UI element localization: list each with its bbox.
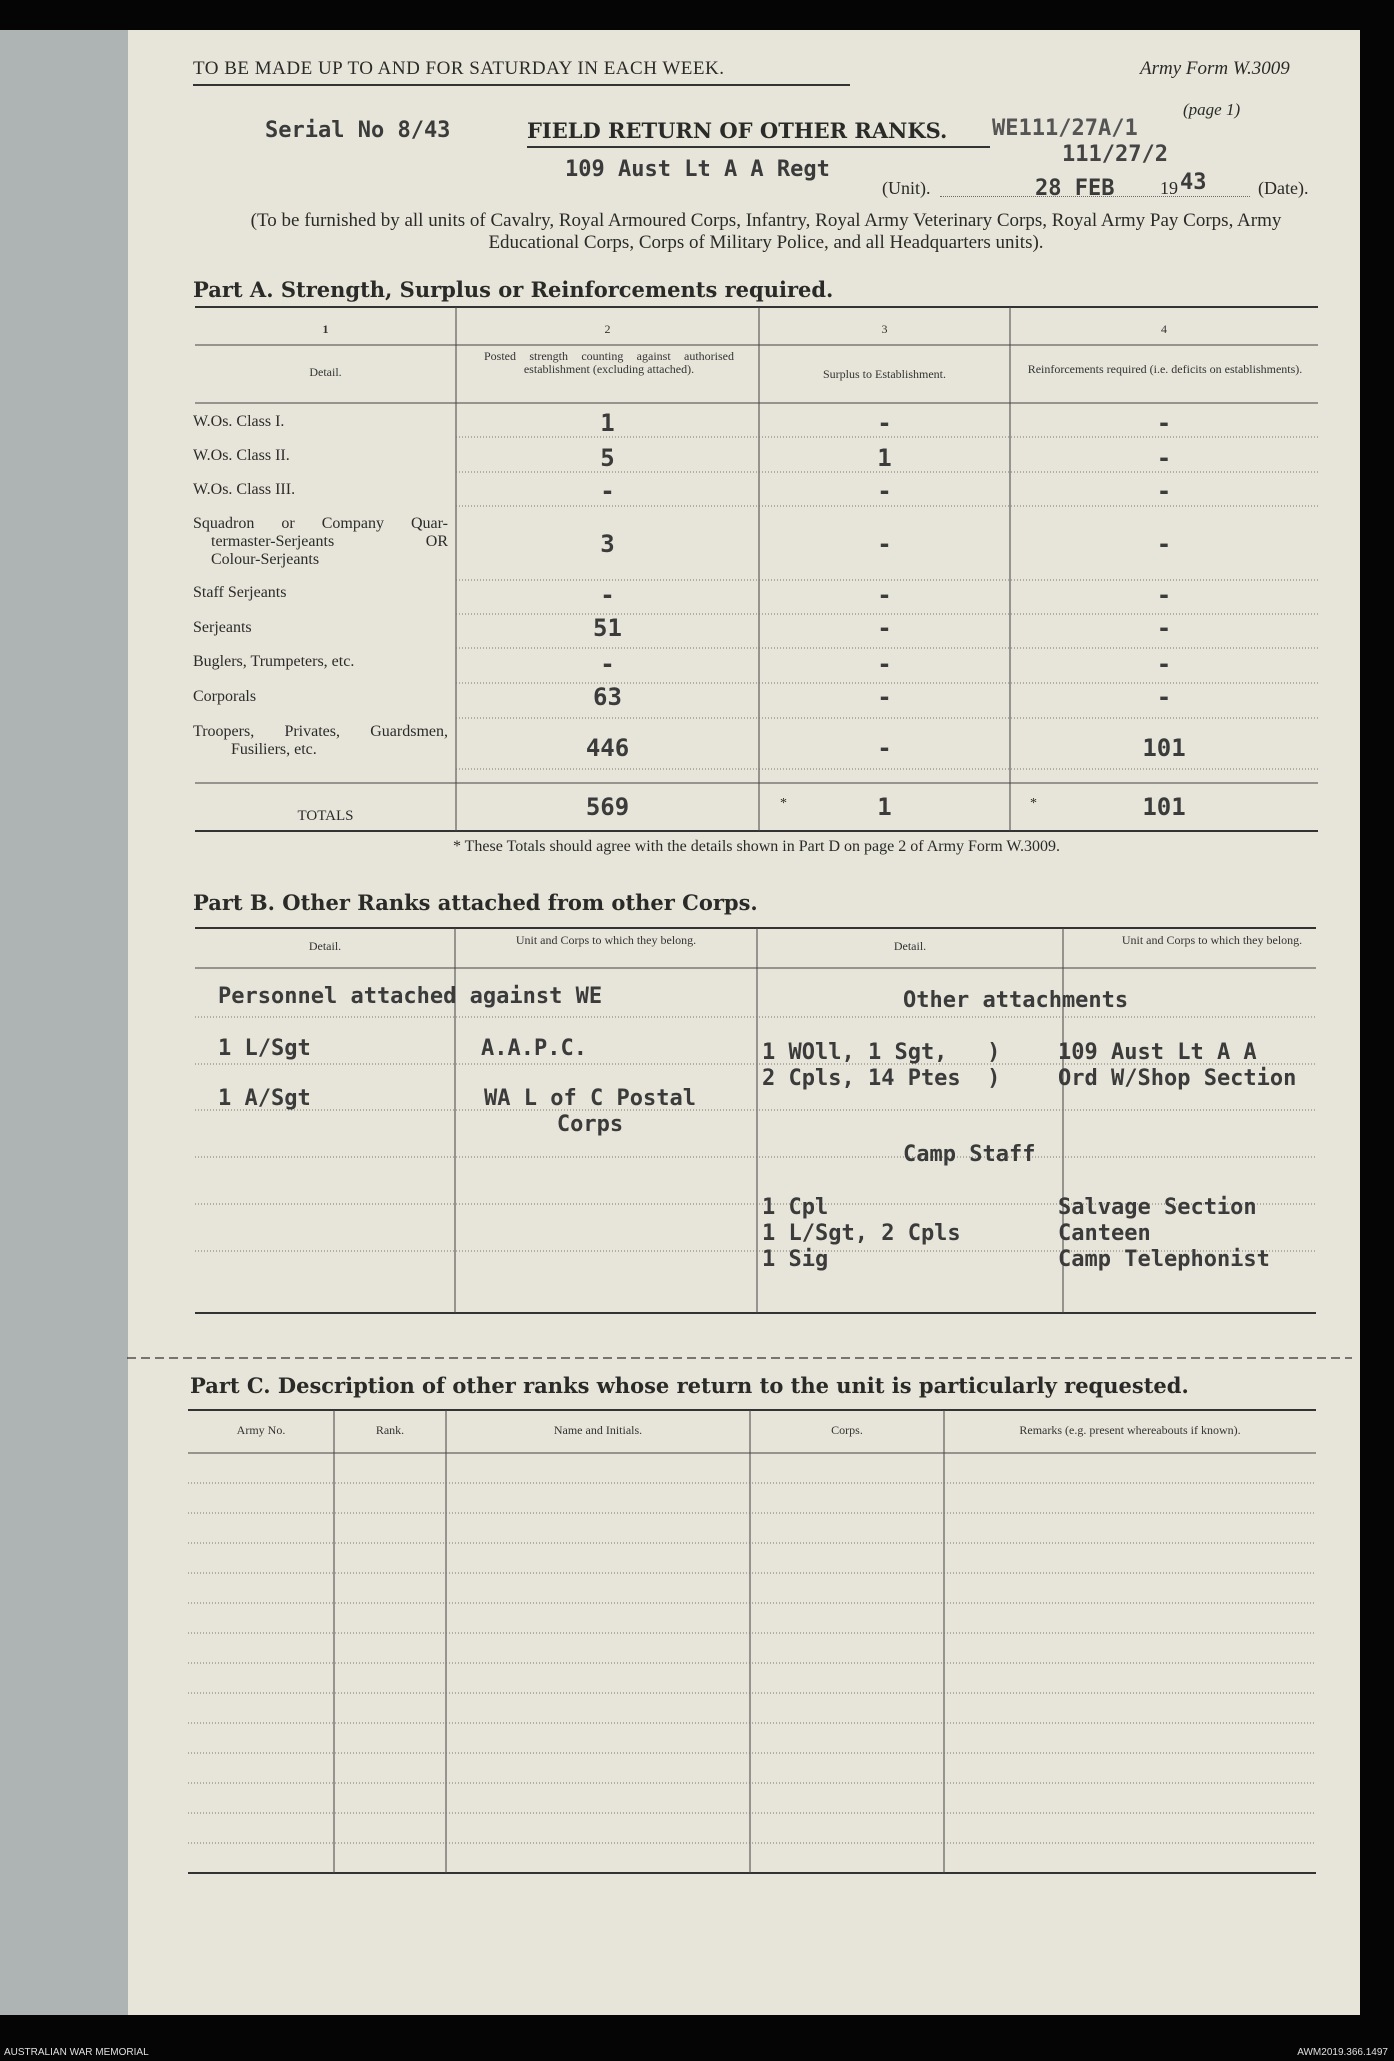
part-c-header-remarks: Remarks (e.g. present whereabouts if known).	[1019, 1423, 1241, 1437]
row-surplus-troopers: -	[877, 734, 892, 762]
col-number-2: 2	[604, 322, 611, 336]
part-b-title: Part B. Other Ranks attached from other Corps.	[193, 890, 758, 915]
row-posted-wo2: 5	[600, 444, 615, 472]
col-header-posted: Posted strength counting against authorised establishment (excluding attached).	[484, 349, 734, 376]
row-detail-buglers: Buglers, Trumpeters, etc.	[193, 653, 355, 670]
year-prefix: 19	[1160, 178, 1178, 198]
row-surplus-wo1: -	[877, 409, 892, 437]
totals-surplus-star: *	[780, 796, 787, 811]
part-b-row2-detail: 1 A/Sgt	[218, 1086, 311, 1111]
row-reinf-wo3: -	[1156, 477, 1172, 505]
we-reference-1: WE111/27A/1	[992, 116, 1138, 141]
row-posted-wo1: 1	[600, 409, 615, 437]
row-detail-corporals: Corporals	[193, 688, 257, 705]
row-reinf-staff-sgt: -	[1156, 581, 1172, 609]
date-value: 28 FEB	[1035, 176, 1115, 201]
page-reference: (page 1)	[1183, 100, 1241, 119]
row-posted-corporals: 63	[593, 683, 622, 711]
part-a-footnote: * These Totals should agree with the details shown in Part D on page 2 of Army Form W.3009.	[452, 838, 1061, 855]
col-header-detail: Detail.	[309, 365, 342, 379]
row-reinf-serjeants: -	[1156, 614, 1172, 642]
col-number-3: 3	[881, 322, 888, 336]
part-b-right-block2-detail-2: 1 L/Sgt, 2 Cpls	[762, 1221, 961, 1246]
row-posted-buglers: -	[600, 650, 615, 678]
row-posted-wo3: -	[600, 477, 615, 505]
row-reinf-cqms: -	[1156, 530, 1172, 558]
part-b-right-heading: Other attachments	[903, 988, 1129, 1013]
unit-value: 109 Aust Lt A A Regt	[565, 157, 830, 182]
row-detail-troopers: Troopers, Privates, Guardsmen, Fusiliers, etc.	[193, 723, 448, 758]
part-c-header-corps: Corps.	[831, 1423, 863, 1437]
totals-surplus: 1	[877, 793, 892, 821]
part-b-header-detail-right: Detail.	[893, 939, 927, 953]
part-b-right-block2-unit-3: Camp Telephonist	[1058, 1247, 1270, 1272]
top-instruction: TO BE MADE UP TO AND FOR SATURDAY IN EACH WEEK.	[193, 58, 725, 79]
part-c-header-name: Name and Initials.	[553, 1423, 643, 1437]
instructions: (To be furnished by all units of Cavalry, Royal Armoured Corps, Infantry, Royal Army Veterinary Corps, Royal Army Pay Corps, Army Educational Corps, Corps of Military Police, and all Headquarters units).	[250, 210, 1282, 253]
row-detail-wo2: W.Os. Class II.	[193, 447, 290, 464]
totals-reinf: 101	[1142, 793, 1186, 821]
totals-reinf-star: *	[1030, 796, 1037, 811]
row-detail-cqms: Squadron or Company Quar- termaster-Serjeants OR Colour-Serjeants	[193, 515, 448, 568]
totals-posted: 569	[585, 793, 630, 821]
form-title: FIELD RETURN OF OTHER RANKS.	[527, 118, 948, 143]
part-b-right-block2-unit-1: Salvage Section	[1058, 1195, 1257, 1220]
row-detail-serjeants: Serjeants	[193, 619, 252, 636]
part-a-title: Part A. Strength, Surplus or Reinforcements required.	[193, 277, 834, 302]
col-header-surplus: Surplus to Establishment.	[823, 367, 946, 381]
part-b-camp-staff: Camp Staff	[903, 1142, 1036, 1167]
col-number-4: 4	[1161, 322, 1167, 336]
part-c-title: Part C. Description of other ranks whose return to the unit is particularly requested.	[190, 1373, 1189, 1398]
part-c-header-rank: Rank.	[375, 1423, 405, 1437]
row-surplus-serjeants: -	[877, 614, 892, 642]
part-b-row2-unit: WA L of C Postal Corps	[484, 1086, 696, 1137]
row-surplus-staff-sgt: -	[877, 581, 892, 609]
col-header-reinforcements: Reinforcements required (i.e. deficits on establishments).	[1027, 362, 1303, 376]
part-b-header-unit-left: Unit and Corps to which they belong.	[515, 933, 697, 947]
row-posted-troopers: 446	[585, 734, 630, 762]
part-b-right-block2-detail-1: 1 Cpl	[762, 1195, 829, 1220]
serial-number: Serial No 8/43	[265, 118, 451, 143]
part-c-header-army-no: Army No.	[236, 1423, 286, 1437]
row-reinf-corporals: -	[1156, 683, 1172, 711]
part-b-row1-unit: A.A.P.C.	[481, 1036, 587, 1061]
part-b-row1-detail: 1 L/Sgt	[218, 1036, 311, 1061]
row-surplus-buglers: -	[877, 650, 892, 678]
row-detail-staff-sgt: Staff Serjeants	[193, 584, 287, 601]
part-b-right-block1-detail-2: 2 Cpls, 14 Ptes )	[762, 1066, 1001, 1091]
we-reference-2: 111/27/2	[1062, 142, 1168, 167]
row-surplus-cqms: -	[877, 530, 892, 558]
part-b-right-block1-unit-2: Ord W/Shop Section	[1058, 1066, 1297, 1091]
row-surplus-wo2: 1	[877, 444, 892, 472]
row-reinf-troopers: 101	[1142, 734, 1186, 762]
part-b-left-heading: Personnel attached against WE	[218, 984, 603, 1009]
row-surplus-wo3: -	[877, 477, 892, 505]
part-b-right-block2-unit-2: Canteen	[1058, 1221, 1151, 1246]
col-number-1: 1	[322, 322, 329, 336]
army-form-number: Army Form W.3009	[1140, 58, 1290, 79]
part-b-right-block1-unit-1: 109 Aust Lt A A	[1058, 1040, 1257, 1065]
part-b-header-detail-left: Detail.	[308, 939, 342, 953]
footer-institution: AUSTRALIAN WAR MEMORIAL	[4, 2047, 149, 2058]
unit-label: (Unit).	[882, 178, 931, 198]
row-posted-cqms: 3	[600, 530, 615, 558]
row-posted-serjeants: 51	[593, 614, 622, 642]
date-label: (Date).	[1258, 178, 1309, 198]
row-reinf-wo1: -	[1156, 409, 1172, 437]
totals-label: TOTALS	[297, 808, 354, 824]
part-b-right-block2-detail-3: 1 Sig	[762, 1247, 829, 1272]
row-reinf-buglers: -	[1156, 650, 1172, 678]
row-reinf-wo2: -	[1156, 444, 1172, 472]
year-suffix: 43	[1180, 170, 1207, 195]
part-b-right-block1-detail-1: 1 WOll, 1 Sgt, )	[762, 1040, 1001, 1065]
footer-accession-number: AWM2019.366.1497	[1297, 2047, 1388, 2058]
row-posted-staff-sgt: -	[600, 581, 615, 609]
row-surplus-corporals: -	[877, 683, 892, 711]
row-detail-wo1: W.Os. Class I.	[193, 413, 285, 430]
part-b-header-unit-right: Unit and Corps to which they belong.	[1121, 933, 1303, 947]
row-detail-wo3: W.Os. Class III.	[193, 481, 296, 498]
